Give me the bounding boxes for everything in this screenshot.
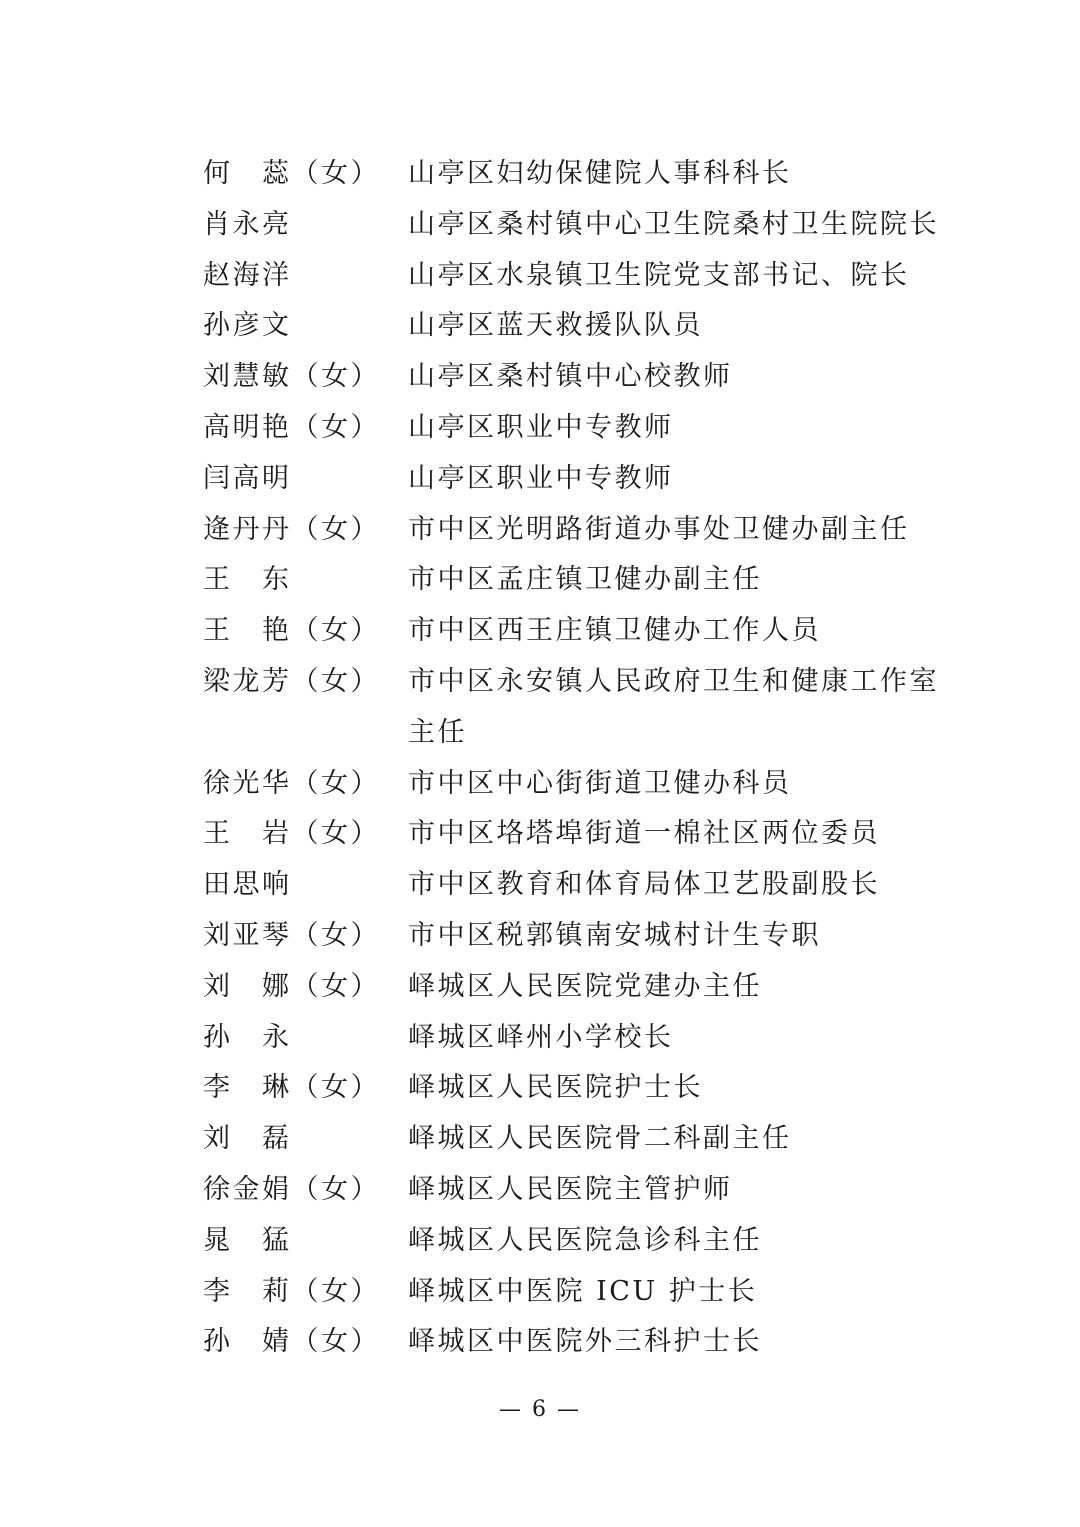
person-position: 市中区永安镇人民政府卫生和健康工作室主任 <box>408 665 939 748</box>
person-name: 刘慧敏（女） <box>203 361 380 393</box>
person-position: 市中区光明路街道办事处卫健办副主任 <box>408 513 910 545</box>
list-item <box>203 251 963 302</box>
list-item <box>203 301 963 352</box>
person-position: 市中区中心街街道卫健办科员 <box>408 767 792 799</box>
list-item <box>203 454 963 505</box>
person-name: 孙 婧（女） <box>203 1326 380 1358</box>
person-position: 山亭区桑村镇中心卫生院桑村卫生院院长 <box>408 208 939 240</box>
list-item <box>203 657 963 759</box>
person-name: 肖永亮 <box>203 208 292 240</box>
list-item <box>203 809 963 860</box>
list-item <box>203 555 963 606</box>
person-position: 峄城区人民医院急诊科主任 <box>408 1224 762 1256</box>
person-name: 李 琳（女） <box>203 1072 380 1104</box>
person-name: 闫高明 <box>203 462 292 494</box>
person-position: 市中区孟庄镇卫健办副主任 <box>408 564 762 596</box>
person-position: 市中区西王庄镇卫健办工作人员 <box>408 615 821 647</box>
page-number: — 6 — <box>499 1397 581 1422</box>
person-name: 徐光华（女） <box>203 767 380 799</box>
person-position: 峄城区人民医院骨二科副主任 <box>408 1123 792 1155</box>
list-item <box>203 1063 963 1114</box>
person-name: 赵海洋 <box>203 259 292 291</box>
person-name: 孙彦文 <box>203 310 292 342</box>
list-item <box>203 860 963 911</box>
person-position: 市中区税郭镇南安城村计生专职 <box>408 919 821 951</box>
person-position: 山亭区职业中专教师 <box>408 411 674 443</box>
list-item <box>203 200 963 251</box>
list-item <box>203 1267 963 1318</box>
person-position: 峄城区人民医院党建办主任 <box>408 970 762 1002</box>
person-name: 何 蕊（女） <box>203 158 380 189</box>
person-position: 峄城区峄州小学校长 <box>408 1021 674 1053</box>
person-name: 刘 磊 <box>203 1123 292 1155</box>
list-item <box>203 403 963 454</box>
person-name: 晁 猛 <box>203 1224 292 1256</box>
person-name: 李 莉（女） <box>203 1275 380 1307</box>
person-position: 峄城区人民医院护士长 <box>408 1072 703 1104</box>
list-item <box>203 149 963 200</box>
person-position: 山亭区水泉镇卫生院党支部书记、院长 <box>408 259 910 291</box>
list-item <box>203 352 963 403</box>
person-name: 逄丹丹（女） <box>203 513 380 545</box>
list-item <box>203 1216 963 1267</box>
honoree-list <box>203 149 963 1368</box>
list-item <box>203 606 963 657</box>
person-position: 山亭区职业中专教师 <box>408 462 674 494</box>
list-item <box>203 911 963 962</box>
person-position: 峄城区中医院 ICU 护士长 <box>408 1275 758 1307</box>
person-name: 王 东 <box>203 564 292 596</box>
person-name: 孙 永 <box>203 1021 292 1053</box>
person-position: 峄城区中医院外三科护士长 <box>408 1326 762 1358</box>
person-position: 市中区教育和体育局体卫艺股副股长 <box>408 869 880 901</box>
person-name: 高明艳（女） <box>203 411 380 443</box>
list-item <box>203 1317 963 1368</box>
list-item <box>203 1114 963 1165</box>
list-item <box>203 1013 963 1064</box>
list-item <box>203 962 963 1013</box>
person-position: 峄城区人民医院主管护师 <box>408 1173 733 1205</box>
person-name: 梁龙芳（女） <box>203 665 380 697</box>
person-name: 刘 娜（女） <box>203 970 380 1002</box>
person-name: 刘亚琴（女） <box>203 919 380 951</box>
person-name: 王 艳（女） <box>203 615 380 647</box>
person-name: 徐金娟（女） <box>203 1173 380 1205</box>
person-position: 市中区垎塔埠街道一棉社区两位委员 <box>408 818 880 850</box>
person-position: 山亭区桑村镇中心校教师 <box>408 361 733 393</box>
person-name: 王 岩（女） <box>203 818 380 850</box>
person-position: 山亭区妇幼保健院人事科科长 <box>408 158 792 189</box>
person-name: 田思响 <box>203 869 292 901</box>
list-item <box>203 759 963 810</box>
list-item <box>203 505 963 556</box>
person-position: 山亭区蓝天救援队队员 <box>408 310 703 342</box>
list-item <box>203 1165 963 1216</box>
